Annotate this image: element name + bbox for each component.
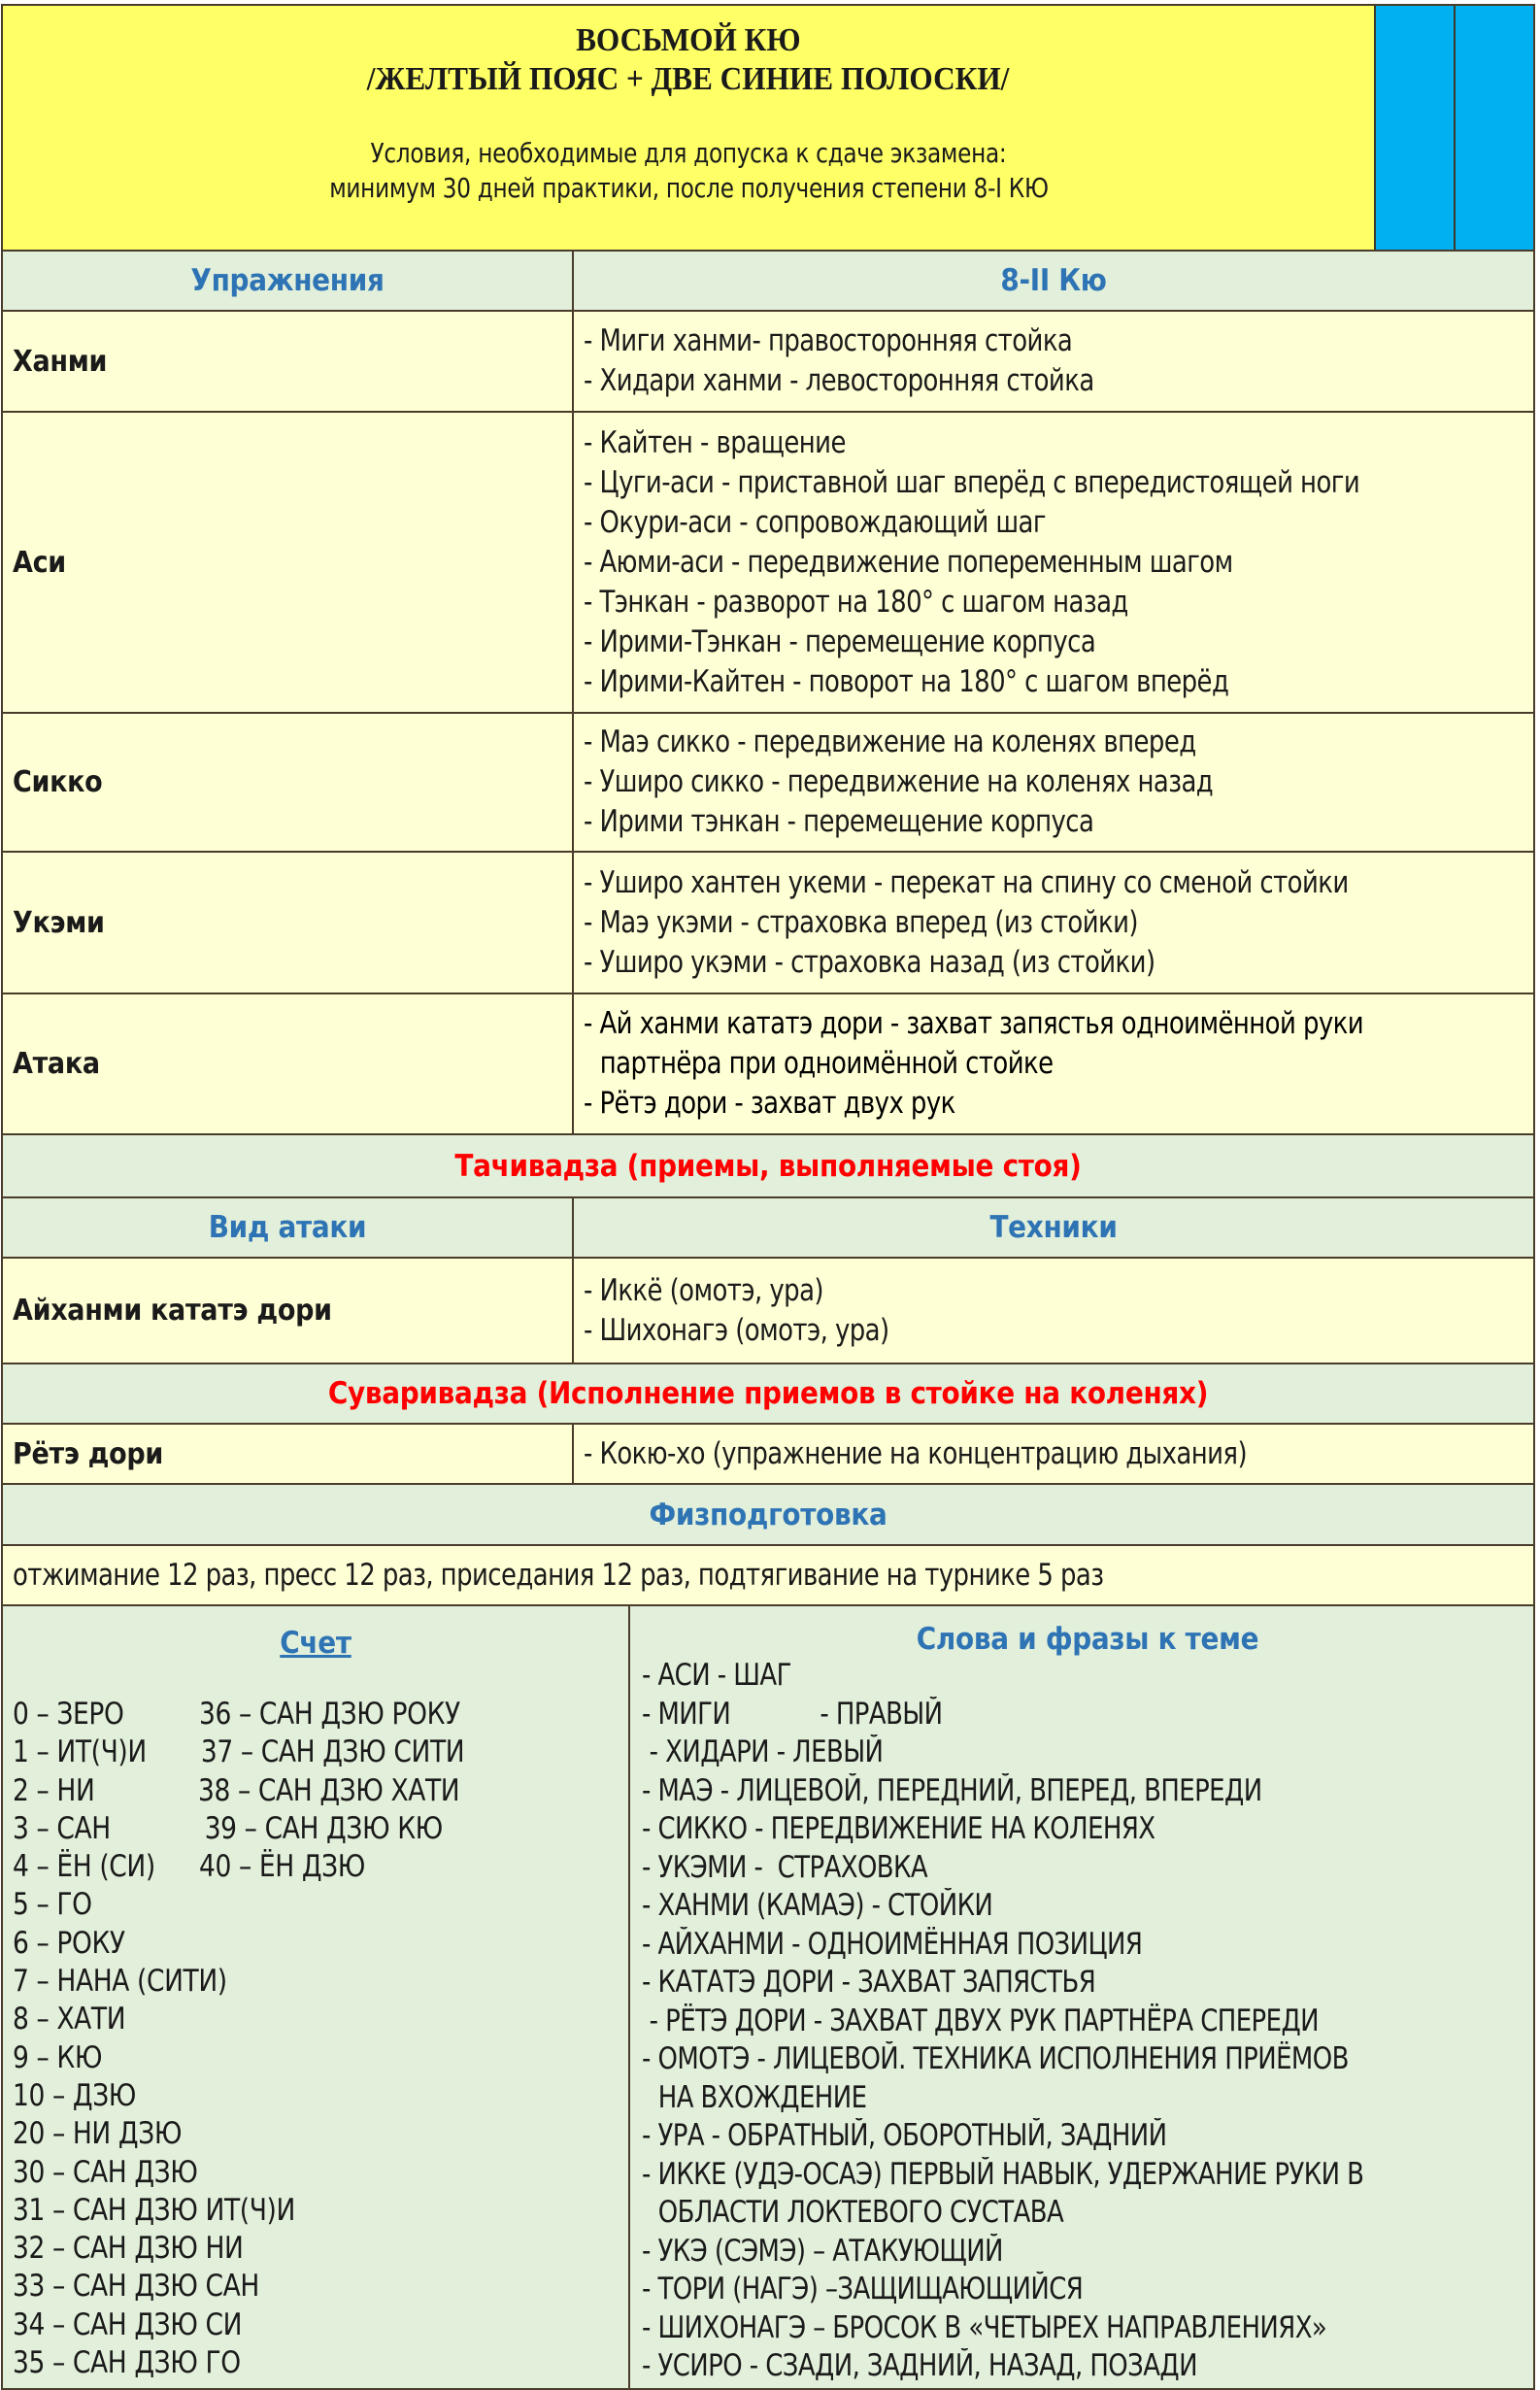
table-row xyxy=(3,714,1533,853)
row-items xyxy=(574,312,1533,411)
vocab-item: - ИККЕ (УДЭ-ОСАЭ) ПЕРВЫЙ НАВЫК, УДЕРЖАНИЕ РУКИ В xyxy=(642,2156,1364,2192)
list-item: - Ай ханми кататэ дори - захват запястья одноимённой руки xyxy=(584,1006,1364,1041)
row-label: Сикко xyxy=(13,765,103,799)
list-item: - Ирими-Кайтен - поворот на 180° с шагом вперёд xyxy=(584,663,1229,699)
blue-stripe-2 xyxy=(1454,6,1533,250)
vocab-item: - КАТАТЭ ДОРИ - ЗАХВАТ ЗАПЯСТЬЯ xyxy=(642,1965,1096,2000)
count-item: 33 – САН ДЗЮ САН xyxy=(13,2269,259,2305)
count-item: 39 – САН ДЗЮ КЮ xyxy=(204,1810,443,1846)
count-item: 9 – КЮ xyxy=(13,2039,103,2075)
list-item: - Тэнкан - разворот на 180° с шагом назад xyxy=(584,584,1128,620)
list-item: - Ирими-Тэнкан - перемещение корпуса xyxy=(584,623,1096,659)
list-item: - Уширо сикко - передвижение на коленях назад xyxy=(584,764,1214,799)
count-item: 37 – САН ДЗЮ СИТИ xyxy=(200,1734,465,1770)
physical-row xyxy=(3,1546,1533,1606)
count-item: 10 – ДЗЮ xyxy=(13,2077,137,2113)
page-title: ВОСЬМОЙ КЮ xyxy=(576,22,801,58)
techniques-col-header xyxy=(574,1198,1533,1257)
section-title: Физподготовка xyxy=(649,1497,887,1532)
kyu-col-label: 8-II Кю xyxy=(1000,263,1107,298)
row-label: Укэми xyxy=(13,905,105,940)
row-items xyxy=(574,413,1533,712)
count-item: 3 – САН xyxy=(13,1810,111,1846)
belt-subtitle: /ЖЕЛТЫЙ ПОЯС + ДВЕ СИНИЕ ПОЛОСКИ/ xyxy=(367,61,1010,97)
vocab-item: - ОМОТЭ - ЛИЦЕВОЙ. ТЕХНИКА ИСПОЛНЕНИЯ ПРИЁМОВ xyxy=(642,2041,1349,2076)
count-item: 34 – САН ДЗЮ СИ xyxy=(13,2306,243,2342)
tachiwaza-header-row xyxy=(3,1198,1533,1259)
vocab-item: - АСИ - ШАГ xyxy=(642,1658,791,1693)
row-items xyxy=(574,714,1533,851)
count-item: 31 – САН ДЗЮ ИТ(Ч)И xyxy=(13,2192,295,2228)
vocab-item: - УКЭ (СЭМЭ) – АТАКУЮЩИЙ xyxy=(642,2233,1003,2269)
table-row xyxy=(3,994,1533,1135)
list-item: - Миги ханми- правосторонняя стойка xyxy=(584,323,1073,358)
table-row xyxy=(3,312,1533,413)
row-label: Ханми xyxy=(13,344,108,379)
vocab-item: - МАЭ - ЛИЦЕВОЙ, ПЕРЕДНИЙ, ВПЕРЕД, ВПЕРЕДИ xyxy=(642,1772,1262,1808)
vocab-item: - МИГИ - ПРАВЫЙ xyxy=(642,1696,943,1732)
vocab-item: - ХИДАРИ - ЛЕВЫЙ xyxy=(642,1734,884,1769)
vocab-item: - СИККО - ПЕРЕДВИЖЕНИЕ НА КОЛЕНЯХ xyxy=(642,1811,1155,1846)
list-item: - Маэ сикко - передвижение на коленях вперед xyxy=(584,724,1196,759)
row-items xyxy=(574,994,1533,1133)
title-block xyxy=(3,6,1533,252)
row-items xyxy=(574,1425,1533,1483)
row-items xyxy=(574,1259,1533,1363)
section-title: Суваривадза (Исполнение приемов в стойке на коленях) xyxy=(327,1376,1209,1411)
count-item: 35 – САН ДЗЮ ГО xyxy=(13,2345,241,2381)
exercises-col-header xyxy=(3,252,574,310)
attack-type-col-header xyxy=(3,1198,574,1257)
vocab-item: ОБЛАСТИ ЛОКТЕВОГО СУСТАВА xyxy=(657,2195,1064,2230)
count-item: 38 – САН ДЗЮ ХАТИ xyxy=(198,1772,460,1808)
attack-type-label: Вид атаки xyxy=(208,1210,367,1245)
vocab-item: - ШИХОНАГЭ – БРОСОК В «ЧЕТЫРЕХ НАПРАВЛЕНИЯХ» xyxy=(642,2309,1327,2345)
count-item: 8 – ХАТИ xyxy=(13,2002,126,2037)
list-item: - Маэ укэми - страховка вперед (из стойки) xyxy=(584,904,1138,940)
row-label: Атака xyxy=(13,1047,100,1081)
list-item: - Шихонагэ (омотэ, ура) xyxy=(584,1312,889,1348)
count-item: 5 – ГО xyxy=(13,1887,92,1923)
section-title: Тачивадза (приемы, выполняемые стоя) xyxy=(454,1148,1082,1184)
list-item: - Иккё (омотэ, ура) xyxy=(584,1272,823,1308)
counting-vocabulary-row xyxy=(3,1606,1533,2388)
vocabulary-title: Слова и фразы к теме xyxy=(916,1622,1259,1657)
physical-requirements: отжимание 12 раз, пресс 12 раз, приседания 12 раз, подтягивание на турнике 5 раз xyxy=(13,1557,1104,1593)
physical-section-header xyxy=(3,1485,1533,1546)
list-item: - Кокю-хо (упражнение на концентрацию дыхания) xyxy=(584,1435,1248,1471)
kyu-col-header xyxy=(574,252,1533,310)
counting-panel xyxy=(3,1606,630,2388)
vocab-item: НА ВХОЖДЕНИЕ xyxy=(657,2079,867,2115)
row-label: Аси xyxy=(13,545,66,580)
counting-title: Счет xyxy=(280,1626,352,1661)
list-item: - Аюми-аси - передвижение попеременным шагом xyxy=(584,544,1233,580)
list-item: - Уширо укэми - страховка назад (из стойки) xyxy=(584,944,1155,980)
count-item: 30 – САН ДЗЮ xyxy=(13,2154,198,2190)
list-item: партнёра при одноимённой стойке xyxy=(599,1046,1054,1081)
count-item: 4 – ЁН (СИ) xyxy=(13,1849,155,1885)
count-item: 32 – САН ДЗЮ НИ xyxy=(13,2231,244,2267)
conditions-line-2: минимум 30 дней практики, после получения степени 8-I КЮ xyxy=(328,172,1049,204)
table-row xyxy=(3,1259,1533,1364)
conditions-line-1: Условия, необходимые для допуска к сдаче экзамена: xyxy=(370,137,1007,169)
counting-list-2 xyxy=(199,1696,479,1886)
exercises-col-label: Упражнения xyxy=(190,263,385,298)
vocabulary-list xyxy=(642,1657,1533,2386)
vocab-item: - УКЭМИ - СТРАХОВКА xyxy=(642,1849,928,1885)
count-item: 0 – ЗЕРО xyxy=(13,1697,124,1732)
count-item: 40 – ЁН ДЗЮ xyxy=(199,1849,365,1885)
table-row xyxy=(3,1425,1533,1485)
count-item: 1 – ИТ(Ч)И xyxy=(13,1734,147,1770)
row-label: Айханми кататэ дори xyxy=(13,1294,332,1328)
list-item: - Цуги-аси - приставной шаг вперёд с впередистоящей ноги xyxy=(584,464,1360,500)
vocab-item: - ХАНМИ (КАМАЭ) - СТОЙКИ xyxy=(642,1888,993,1923)
vocab-item: - ТОРИ (НАГЭ) –ЗАЩИЩАЮЩИЙСЯ xyxy=(642,2272,1084,2306)
table-row xyxy=(3,853,1533,994)
tachiwaza-section-header xyxy=(3,1135,1533,1198)
row-items xyxy=(574,853,1533,993)
exercises-header-row xyxy=(3,252,1533,312)
suwariwaza-section-header xyxy=(3,1364,1533,1425)
list-item: - Уширо хантен укеми - перекат на спину со сменой стойки xyxy=(584,864,1349,900)
count-item: 6 – РОКУ xyxy=(13,1925,125,1961)
exam-requirements-table xyxy=(1,4,1535,2390)
count-item: 2 – НИ xyxy=(13,1772,95,1808)
list-item: - Кайтен - вращение xyxy=(584,424,846,460)
vocab-item: - УРА - ОБРАТНЫЙ, ОБОРОТНЫЙ, ЗАДНИЙ xyxy=(642,2118,1167,2153)
vocab-item: - УСИРО - СЗАДИ, ЗАДНИЙ, НАЗАД, ПОЗАДИ xyxy=(642,2348,1197,2383)
table-row xyxy=(3,413,1533,714)
vocabulary-panel xyxy=(630,1606,1533,2388)
count-item: 7 – НАНА (СИТИ) xyxy=(13,1964,227,2000)
list-item: - Рётэ дори - захват двух рук xyxy=(584,1086,955,1121)
count-item: 36 – САН ДЗЮ РОКУ xyxy=(199,1697,460,1732)
list-item: - Ирими тэнкан - перемещение корпуса xyxy=(584,804,1094,839)
vocab-item: - АЙХАНМИ - ОДНОИМЁННАЯ ПОЗИЦИЯ xyxy=(642,1926,1143,1962)
row-label: Рётэ дори xyxy=(13,1436,163,1471)
count-item: 20 – НИ ДЗЮ xyxy=(13,2116,183,2152)
list-item: - Хидари ханми - левосторонняя стойка xyxy=(584,363,1094,398)
list-item: - Окури-аси - сопровождающий шаг xyxy=(584,504,1046,540)
techniques-label: Техники xyxy=(989,1210,1118,1245)
title-cell xyxy=(3,6,1374,250)
blue-stripe-1 xyxy=(1374,6,1454,250)
vocab-item: - РЁТЭ ДОРИ - ЗАХВАТ ДВУХ РУК ПАРТНЁРА СПЕРЕДИ xyxy=(642,2003,1320,2038)
